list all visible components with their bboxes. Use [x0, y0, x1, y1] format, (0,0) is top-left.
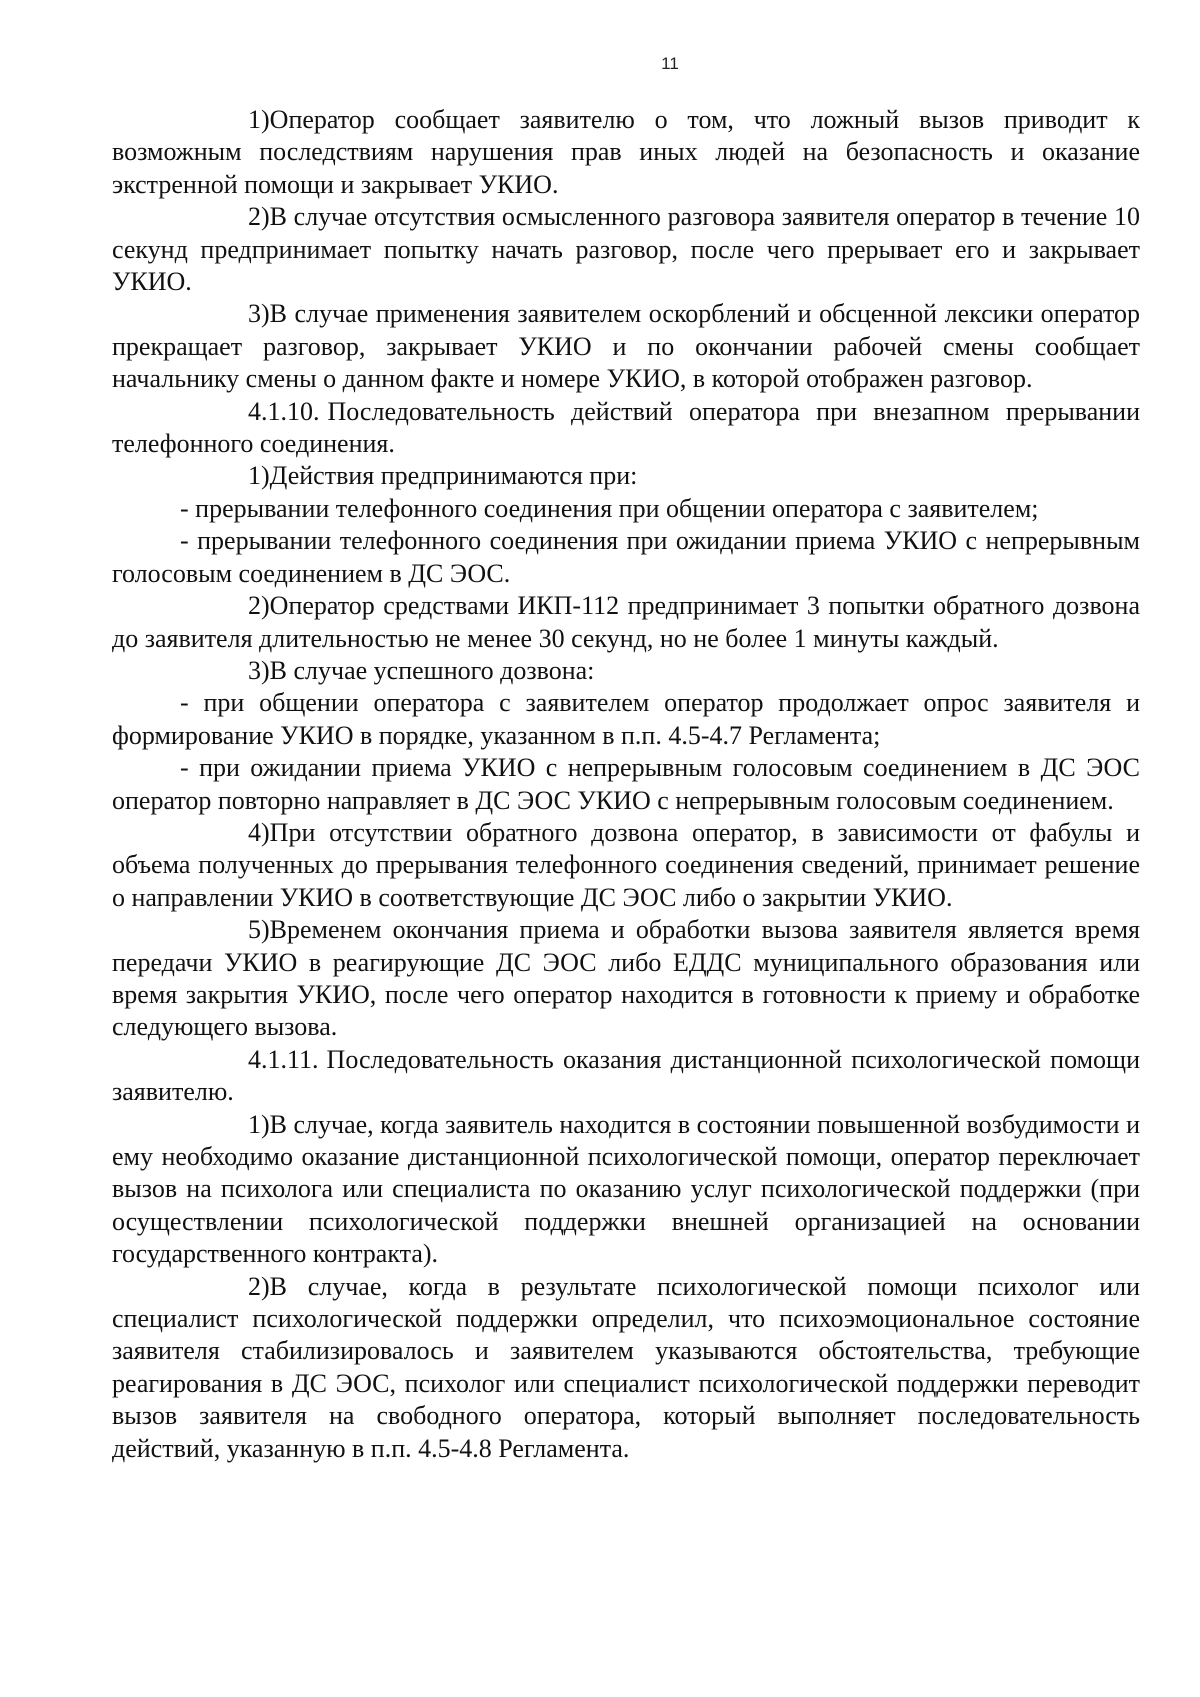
list-item — [112, 493, 1140, 525]
paragraph-text: В случае, когда в результате психологической помощи психолог или специалист психологической поддержки определил, что психоэмоциональное состояние заявителя стабилизировалось и заявителем указываются обстоятельства, требующие реагирования в ДС ЭОС, психолог или специалист психологической поддержки переводит вызов заявителя на свободного оператора, который выполняет последовательность действий, указанную в п.п. 4.5-4.8 Регламента. — [112, 1271, 1140, 1463]
paragraph-4-1-10-3 — [112, 655, 1140, 687]
paragraph-4-1-11-1 — [112, 1109, 1140, 1271]
paragraph-number: 2) — [248, 202, 270, 232]
paragraph-text: Оператор средствами ИКП-112 предпринимает 3 попытки обратного дозвона до заявителя длительностью не менее 30 секунд, но не более 1 минуты каждый. — [112, 591, 1140, 653]
list-item — [112, 687, 1140, 752]
paragraph-number: 1) — [248, 461, 270, 491]
paragraph-number: 1) — [248, 1109, 270, 1139]
paragraph-1 — [112, 104, 1140, 201]
paragraph-4-1-10-1 — [112, 460, 1140, 492]
list-item-text: - прерывании телефонного соединения при ожидании приема УКИО с непрерывным голосовым соединением в ДС ЭОС. — [112, 526, 1140, 588]
paragraph-number: 2) — [248, 1271, 270, 1301]
paragraph-2 — [112, 201, 1140, 298]
section-4-1-11 — [112, 1044, 1140, 1109]
paragraph-text: При отсутствии обратного дозвона оператор, в зависимости от фабулы и объема полученных до прерывания телефонного соединения сведений, принимает решение о направлении УКИО в соответствующие ДС ЭОС либо о закрытии УКИО. — [112, 817, 1140, 912]
document-body — [112, 104, 1140, 1465]
paragraph-text: Временем окончания приема и обработки вызова заявителя является время передачи УКИО в реагирующие ДС ЭОС либо ЕДДС муниципального образования или время закрытия УКИО, после чего оператор находится в готовности к приему и обработке следующего вызова. — [112, 915, 1140, 1042]
paragraph-number: 2) — [248, 591, 270, 621]
paragraph-text: В случае применения заявителем оскорблений и обсценной лексики оператор прекращает разговор, закрывает УКИО и по окончании рабочей смены сообщает начальнику смены о данном факте и номере УКИО, в которой отображен разговор. — [112, 299, 1140, 394]
paragraph-text: Действия предпринимаются при: — [269, 461, 638, 491]
list-item-text: - при общении оператора с заявителем оператор продолжает опрос заявителя и формирование УКИО в порядке, указанном в п.п. 4.5-4.7 Регламента; — [112, 688, 1140, 750]
paragraph-4-1-10-4 — [112, 817, 1140, 914]
list-item — [112, 525, 1140, 590]
paragraph-4-1-10-2 — [112, 590, 1140, 655]
paragraph-number: 3) — [248, 655, 270, 685]
paragraph-number: 3) — [248, 299, 270, 329]
page-number: 11 — [661, 54, 679, 73]
section-4-1-10 — [112, 396, 1140, 461]
paragraph-number: 1) — [248, 105, 270, 134]
paragraph-text: В случае, когда заявитель находится в состоянии повышенной возбудимости и ему необходимо оказание дистанционной психологической помощи, оператор переключает вызов на психолога или специалиста по оказанию услуг психологической поддержки (при осуществлении психологической поддержки внешней организацией на основании государственного контракта). — [112, 1109, 1140, 1269]
paragraph-3 — [112, 298, 1140, 395]
paragraph-text: В случае успешного дозвона: — [269, 655, 595, 685]
paragraph-number: 4) — [248, 817, 270, 847]
paragraph-4-1-10-5 — [112, 914, 1140, 1044]
section-text: Последовательность действий оператора при внезапном прерывании телефонного соединения. — [112, 396, 1140, 459]
list-item-text: - при ожидании приема УКИО с непрерывным голосовым соединением в ДС ЭОС оператор повторно направляет в ДС ЭОС УКИО с непрерывным голосовым соединением. — [112, 753, 1140, 815]
section-number: 4.1.10. — [248, 396, 320, 426]
list-item — [112, 752, 1140, 817]
paragraph-text: В случае отсутствия осмысленного разговора заявителя оператор в течение 10 секунд предпринимает попытку начать разговор, после чего прерывает его и закрывает УКИО. — [112, 202, 1140, 297]
paragraph-number: 5) — [248, 915, 270, 945]
paragraph-4-1-11-2 — [112, 1271, 1140, 1465]
list-item-text: - прерывании телефонного соединения при общении оператора с заявителем; — [180, 493, 1039, 523]
paragraph-text: Оператор сообщает заявителю о том, что ложный вызов приводит к возможным последствиям нарушения прав иных людей на безопасность и оказание экстренной помощи и закрывает УКИО. — [112, 105, 1140, 199]
section-number: 4.1.11. — [248, 1044, 319, 1074]
section-text: Последовательность оказания дистанционной психологической помощи заявителю. — [112, 1044, 1140, 1107]
